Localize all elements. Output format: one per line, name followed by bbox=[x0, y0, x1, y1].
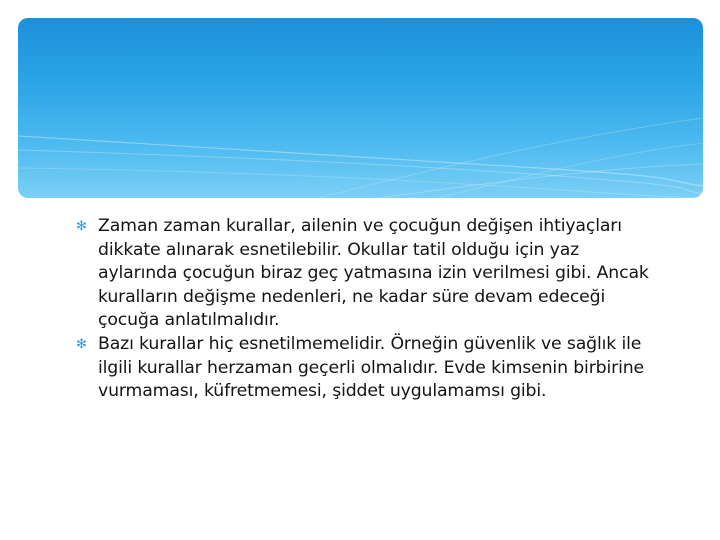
banner-wave-decoration bbox=[18, 18, 703, 198]
asterisk-icon: ✻ bbox=[76, 219, 87, 234]
bullet-item bbox=[76, 333, 656, 404]
asterisk-icon: ✻ bbox=[76, 336, 87, 352]
bullet-list bbox=[76, 215, 656, 404]
bullet-item bbox=[76, 215, 656, 333]
bullet-text: Zaman zaman kurallar, ailenin ve çocuğun değişen ihtiyaçları dikkate alınarak esnetilebilir. Okullar tatil olduğu için yaz aylarında çocuğun biraz geç yatmasına izin verilmesi gibi. Ancak kuralların değişme nedenleri, ne kadar süre devam edeceği çocuğa anlatılmalıdır. bbox=[98, 216, 649, 331]
bullet-text: Bazı kurallar hiç esnetilmemelidir. Örneğin güvenlik ve sağlık ile ilgili kurallar herzaman geçerli olmalıdır. Evde kimsenin birbirine vurmaması, küfretmemesi, şiddet uygulamamsı gibi. bbox=[98, 333, 645, 402]
header-banner bbox=[18, 18, 703, 198]
